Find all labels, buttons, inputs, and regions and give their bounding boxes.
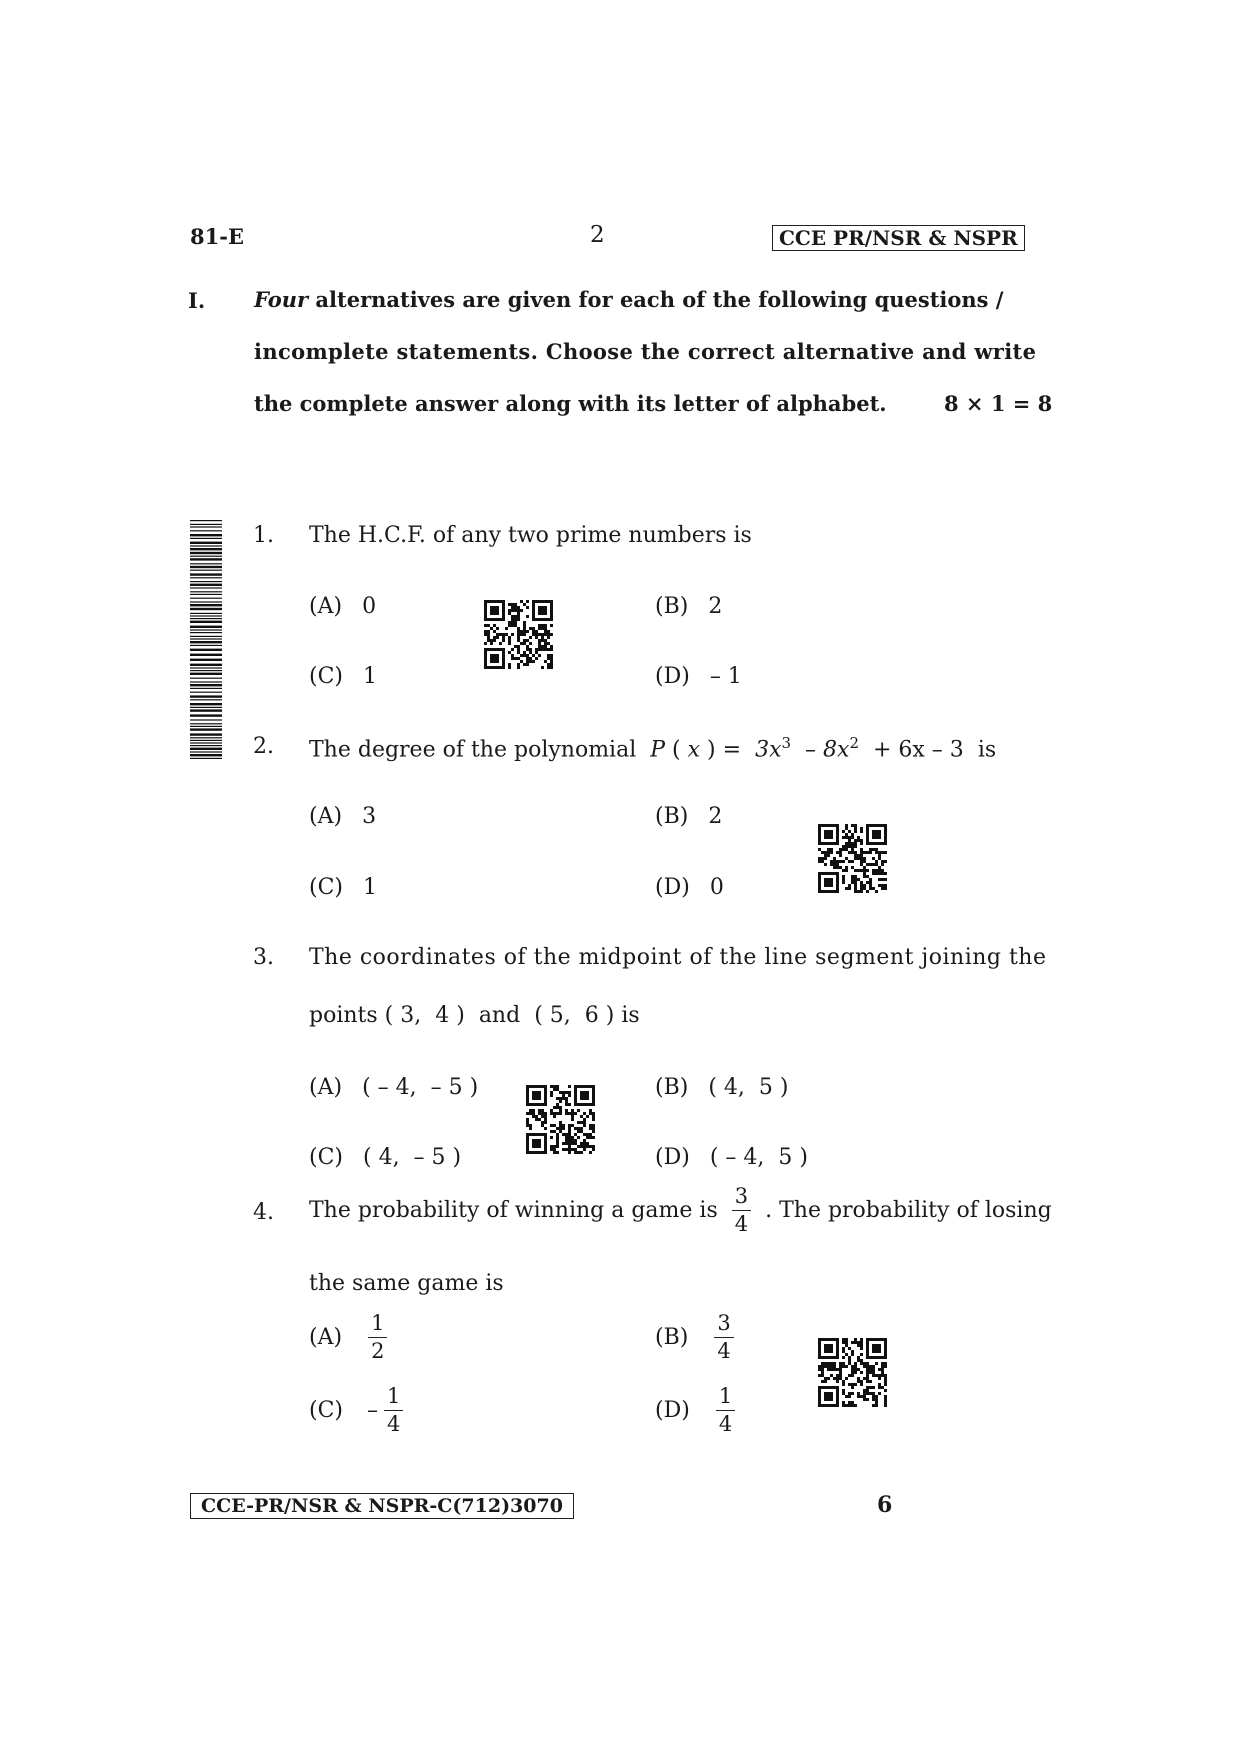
option-label: (D) (655, 1398, 690, 1423)
exam-code: 81-E (190, 224, 244, 249)
fraction-denominator: 4 (718, 1412, 733, 1436)
fraction-numerator: 1 (716, 1386, 735, 1411)
q4-fraction (732, 1186, 751, 1235)
q4-text-after: . The probability of losing (765, 1198, 1052, 1223)
option-fraction (714, 1313, 733, 1362)
fraction-numerator: 3 (714, 1313, 733, 1338)
fraction-denominator: 2 (371, 1339, 385, 1363)
qr-code-icon (484, 600, 556, 670)
poly-exp2: 2 (849, 734, 859, 752)
option-label: (C) (309, 664, 343, 689)
option-label: (B) (655, 804, 689, 829)
option-fraction (368, 1313, 387, 1362)
q2-option-d (655, 875, 724, 900)
poly-x: x (687, 737, 701, 763)
poly-eq: = (722, 737, 742, 763)
series-box: CCE PR/NSR & NSPR (772, 225, 1025, 251)
option-label: (D) (655, 1145, 690, 1170)
q4-option-a (309, 1313, 387, 1362)
qr-code-icon (526, 1085, 598, 1155)
question-3-text-line1: The coordinates of the midpoint of the line segment joining the (309, 945, 1047, 970)
instruction-text-1: alternatives are given for each of the following questions / (315, 287, 1004, 312)
q4-option-b (655, 1313, 734, 1362)
q2-option-c (309, 875, 377, 900)
option-value: 2 (708, 594, 723, 619)
option-value: ( 4, 5 ) (708, 1075, 789, 1100)
option-label: (A) (309, 804, 343, 829)
question-4-text-line2: the same game is (309, 1271, 504, 1296)
option-label: (A) (309, 594, 343, 619)
option-value: 1 (363, 664, 377, 689)
question-2-text: The degree of the polynomial P ( x ) = $3x^3 - 8x^2 + 6x - 3$ is (309, 734, 997, 763)
q3-is: is (621, 1003, 640, 1028)
q3-option-c (309, 1145, 461, 1170)
question-4-text (309, 1186, 1052, 1235)
sheet-number: 6 (877, 1492, 893, 1518)
fraction-numerator: 1 (384, 1386, 403, 1411)
q1-option-b (655, 594, 722, 619)
poly-term2: – 8x (805, 737, 850, 763)
option-value: – 1 (709, 664, 742, 689)
q4-option-c (309, 1386, 403, 1435)
option-label: (B) (655, 594, 689, 619)
q2-option-b (655, 804, 722, 829)
option-label: (C) (309, 1398, 343, 1423)
q3-option-d (655, 1145, 808, 1170)
poly-rest: + 6x – 3 (872, 737, 964, 763)
option-value: ( 4, – 5 ) (363, 1145, 462, 1170)
instruction-line-2: incomplete statements. Choose the correct alternative and write (254, 339, 1037, 364)
poly-exp1: 3 (781, 734, 792, 752)
marks: 8 × 1 = 8 (944, 391, 1053, 416)
option-fraction (384, 1386, 403, 1435)
qr-code-icon (818, 824, 890, 894)
page-number: 2 (590, 222, 605, 248)
option-value: 2 (708, 804, 723, 829)
question-1-number: 1. (253, 523, 274, 548)
q3-and: and (478, 1003, 521, 1028)
fraction-denominator: 4 (717, 1339, 731, 1363)
option-value: 3 (362, 804, 377, 829)
option-label: (A) (309, 1075, 343, 1100)
q1-option-a (309, 594, 376, 619)
q3-option-b (655, 1075, 788, 1100)
instruction-lead: Four (254, 287, 309, 312)
option-label: (C) (309, 875, 343, 900)
q3-option-a (309, 1075, 478, 1100)
option-label: (D) (655, 875, 690, 900)
q2-text-after: is (977, 737, 997, 763)
instruction-line-3: the complete answer along with its letter of alphabet. (254, 391, 887, 416)
q2-text-before: The degree of the polynomial (309, 737, 637, 763)
fraction-denominator: 4 (387, 1412, 401, 1436)
option-value: 0 (709, 875, 724, 900)
q4-option-d (655, 1386, 735, 1435)
poly-term1: 3x (755, 737, 782, 763)
option-fraction (716, 1386, 735, 1435)
q1-option-c (309, 664, 377, 689)
option-value: 1 (363, 875, 377, 900)
q1-option-d (655, 664, 742, 689)
question-3-text-line2 (309, 1003, 640, 1028)
option-value: 0 (362, 594, 377, 619)
question-2-number: 2. (253, 734, 274, 759)
instruction-line-1 (254, 287, 1048, 312)
q3-points-word: points (309, 1003, 378, 1028)
q2-option-a (309, 804, 376, 829)
section-number: I. (188, 288, 206, 313)
option-sign: – (367, 1398, 378, 1423)
fraction-numerator: 3 (732, 1186, 751, 1211)
poly-p: P (650, 737, 666, 763)
footer-code-box: CCE-PR/NSR & NSPR-C(712)3070 (190, 1493, 574, 1519)
q3-point-1: ( 3, 4 ) (384, 1003, 465, 1028)
fraction-denominator: 4 (734, 1212, 749, 1236)
question-3-number: 3. (253, 945, 274, 970)
option-value: ( – 4, 5 ) (709, 1145, 808, 1170)
question-1-text: The H.C.F. of any two prime numbers is (309, 523, 752, 548)
barcode-icon (190, 520, 222, 766)
option-label: (A) (309, 1325, 343, 1350)
option-value: ( – 4, – 5 ) (362, 1075, 479, 1100)
option-label: (D) (655, 664, 690, 689)
fraction-numerator: 1 (368, 1313, 387, 1338)
q4-text-before: The probability of winning a game is (309, 1198, 718, 1223)
q3-point-2: ( 5, 6 ) (534, 1003, 615, 1028)
option-label: (C) (309, 1145, 343, 1170)
question-4-number: 4. (253, 1200, 274, 1225)
qr-code-icon (818, 1338, 890, 1408)
option-label: (B) (655, 1325, 689, 1350)
option-label: (B) (655, 1075, 689, 1100)
